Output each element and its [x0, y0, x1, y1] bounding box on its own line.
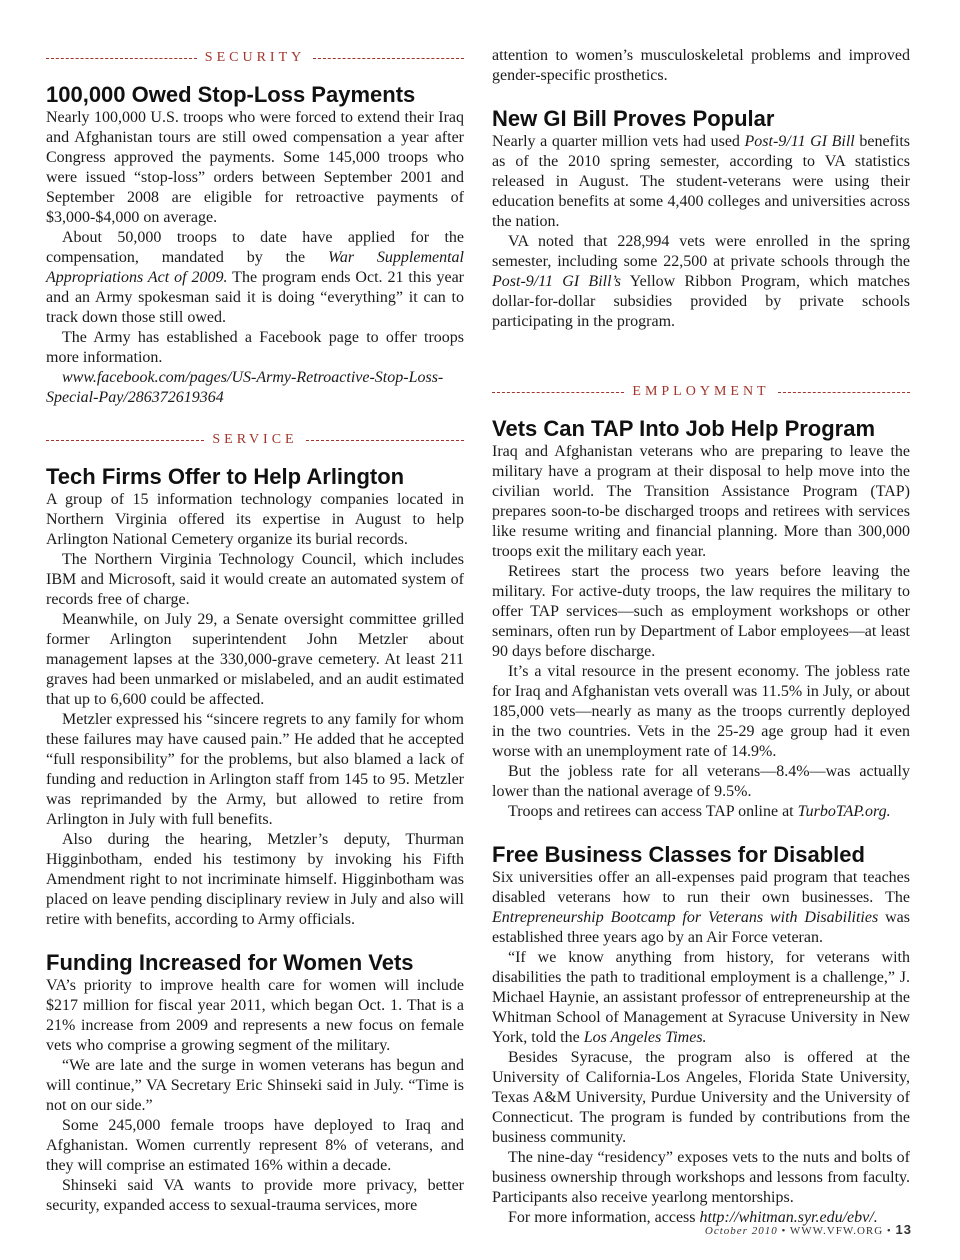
section-header-employment — [492, 380, 910, 404]
article-paragraph: About 50,000 troops to date have applied for the compensation, mandated by the War Supplemental Appropriations Act of 2009. The program ends Oct. 21 this year and an Army spokesman said it is doing “everything” it can to track down those still owed. — [46, 229, 465, 326]
article-paragraph: The nine-day “residency” exposes vets to the nuts and bolts of business ownership through workshops and lessons from faculty. Participants also receive yearlong mentorships. — [492, 1149, 910, 1206]
page-number: 13 — [895, 1222, 912, 1237]
article-paragraph: Some 245,000 female troops have deployed to Iraq and Afghanistan. Women currently represent 8% of veterans, and they will comprise an estimated 16% within a decade. — [46, 1117, 464, 1174]
article-paragraph: Retirees start the process two years before leaving the military. For active-duty troops, the law requires the military to offer TAP services—such as employment workshops or other seminars, often run by Department of Labor employees—at least 90 days before discharge. — [492, 563, 910, 660]
section-header-service — [46, 428, 464, 452]
article-paragraph: Also during the hearing, Metzler’s deputy, Thurman Higginbotham, ended his testimony by invoking his Fifth Amendment right to not incriminate himself. Higginbotham was placed on leave pending disciplinary review in July and also will retire with benefits, according to Army officials. — [46, 831, 464, 928]
article-headline-tap: Vets Can TAP Into Job Help Program — [492, 416, 876, 441]
article-paragraph: A group of 15 information technology companies located in Northern Virginia offered its expertise in August to help Arlington National Cemetery organize its burial records. — [46, 491, 464, 548]
article-headline-stop-loss: 100,000 Owed Stop-Loss Payments — [46, 82, 416, 107]
footer-bullet: • — [886, 1225, 892, 1237]
article-headline-gi-bill: New GI Bill Proves Popular — [492, 106, 775, 131]
article-paragraph: Shinseki said VA wants to provide more privacy, better security, expanded access to sexual-trauma services, more — [46, 1177, 464, 1214]
article-paragraph: “If we know anything from history, for veterans with disabilities the path to traditional employment is a challenge,” J. Michael Haynie, an assistant professor of entrepreneurship at the Whitman School of Management at Syracuse University in New York, told the Los Angeles Times. — [492, 949, 910, 1046]
article-paragraph: The Northern Virginia Technology Council, which includes IBM and Microsoft, said it would create an automated system of records free of charge. — [46, 551, 464, 608]
divider-left — [46, 440, 204, 441]
facebook-link[interactable]: www.facebook.com/pages/US-Army-Retroactive-Stop-Loss-Special-Pay/286372619364 — [46, 369, 444, 406]
article-paragraph: Iraq and Afghanistan veterans who are preparing to leave the military have a program at their disposal to help move into the civilian world. The Transition Assistance Program (TAP) prepares soon-to-be discharged troops and retirees with services like resume writing and financial planning. More than 300,000 troops exit the military each year. — [492, 443, 910, 560]
turbotap-link[interactable]: TurboTAP.org. — [797, 803, 891, 820]
divider-left — [46, 58, 197, 59]
article-paragraph: It’s a vital resource in the present economy. The jobless rate for Iraq and Afghanistan vets overall was 11.5% in July, or about 185,000 vets—nearly as many as the troops currently deployed in the two countries. Vets in the 25-29 age group had it even worse with an unemployment rate of 14.9%. — [492, 663, 910, 760]
article-paragraph: Six universities offer an all-expenses paid program that teaches disabled veterans how to run their own businesses. The Entrepreneurship Bootcamp for Veterans with Disabilities was established three years ago by an Air Force veteran. — [492, 869, 910, 946]
divider-right — [313, 58, 464, 59]
article-headline-arlington: Tech Firms Offer to Help Arlington — [46, 464, 405, 489]
article-paragraph: Metzler expressed his “sincere regrets to any family for whom these failures may have caused pain.” He added that he accepted “full responsibility” for the problems, but also blamed a lack of funding and reduction in Arlington staff from 145 to 95. Metzler was reprimanded by the Army, but allowed to retire from Arlington in July with full benefits. — [46, 711, 464, 828]
article-headline-women-vets: Funding Increased for Women Vets — [46, 950, 414, 975]
divider-left — [492, 392, 624, 393]
article-paragraph: VA’s priority to improve health care for women will include $217 million for fiscal year 2011, which began Oct. 1. That is a 21% increase from 2009 and represents a new focus on female vets who comprise a growing segment of the military. — [46, 977, 464, 1054]
section-label: EMPLOYMENT — [632, 384, 770, 399]
article-headline-business-classes: Free Business Classes for Disabled — [492, 842, 865, 867]
article-paragraph: Meanwhile, on July 29, a Senate oversight committee grilled former Arlington superintendent John Metzler about management lapses at the 330,000-grave cemetery. At least 211 graves had been unmarked or mislabeled, and an audit estimated that up to 6,600 could be affected. — [46, 611, 464, 708]
issue-date: October 2010 — [704, 1225, 778, 1237]
article-paragraph: VA noted that 228,994 vets were enrolled in the spring semester, including some 22,500 at private schools through the Post-9/11 GI Bill’s Yellow Ribbon Program, which matches dollar-for-dollar subsidies provided by private schools participating in the program. — [492, 233, 911, 330]
article-paragraph: “We are late and the surge in women veterans has begun and will continue,” VA Secretary Eric Shinseki said in July. “Time is not on our side.” — [46, 1057, 464, 1114]
divider-right — [306, 440, 464, 441]
article-paragraph: Besides Syracuse, the program also is offered at the University of California-Los Angeles, Florida State University, Texas A&M University, Purdue University and the University of Connecticut. The program is funded by contributions from the business community. — [492, 1049, 910, 1146]
left-column — [46, 46, 464, 1216]
article-paragraph: Troops and retirees can access TAP online at TurboTAP.org. — [508, 803, 891, 820]
page-footer — [705, 1222, 912, 1237]
article-paragraph: Nearly 100,000 U.S. troops who were forced to extend their Iraq and Afghanistan tours are still owed compensation a year after Congress approved the payments. Some 145,000 troops who were issued “stop-loss” orders between September 2001 and September 2008 are eligible for retroactive payments of $3,000-$4,000 on average. — [46, 109, 464, 226]
section-header-security — [46, 46, 464, 70]
article-paragraph: Nearly a quarter million vets had used Post-9/11 GI Bill benefits as of the 2010 spring semester, according to VA statistics released in August. The student-veterans were using their education benefits at some 4,400 colleges and universities across the nation. — [492, 133, 910, 230]
footer-bullet: • — [781, 1225, 787, 1237]
article-paragraph: For more information, access http://whitman.syr.edu/ebv/. — [508, 1209, 878, 1226]
article-paragraph: But the jobless rate for all veterans—8.4%—was actually lower than the national average of 9.5%. — [492, 763, 910, 800]
article-paragraph-continued: attention to women’s musculoskeletal problems and improved gender-specific prosthetics. — [492, 47, 910, 84]
section-label: SERVICE — [212, 432, 298, 447]
website: WWW.VFW.ORG — [789, 1225, 884, 1237]
divider-right — [778, 392, 910, 393]
article-paragraph: The Army has established a Facebook page to offer troops more information. — [46, 329, 464, 366]
right-column — [492, 46, 910, 1228]
whitman-link[interactable]: http://whitman.syr.edu/ebv/. — [699, 1209, 878, 1226]
section-label: SECURITY — [204, 50, 306, 65]
